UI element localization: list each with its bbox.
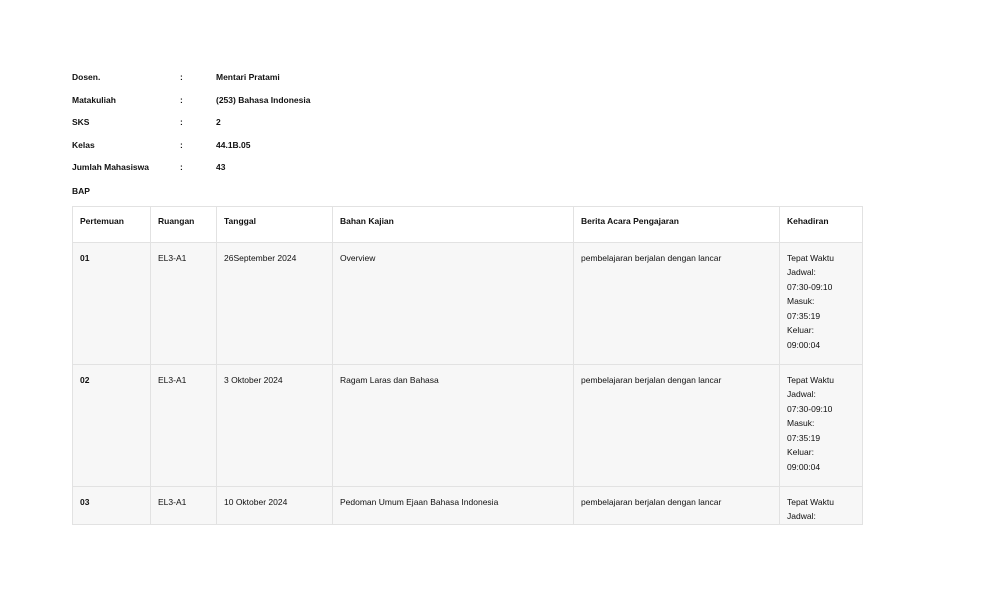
- cell-berita-acara: pembelajaran berjalan dengan lancar: [574, 242, 780, 364]
- kehadiran-keluar-value: 09:00:04: [787, 461, 821, 472]
- info-colon: :: [180, 72, 183, 82]
- info-colon: :: [180, 139, 183, 150]
- bap-label: BAP: [72, 186, 90, 196]
- kehadiran-jadwal-value: 07:30-09:10: [787, 281, 833, 292]
- cell-ruangan: EL3-A1: [151, 364, 217, 486]
- kehadiran-masuk-value: 07:35:19: [787, 432, 821, 443]
- info-value: Mentari Pratami: [216, 72, 280, 82]
- kehadiran-status: Tepat Waktu: [787, 496, 834, 507]
- cell-bahan-kajian: Ragam Laras dan Bahasa: [333, 364, 574, 486]
- info-label: Matakuliah: [72, 94, 116, 105]
- header-ruangan: Ruangan: [151, 207, 217, 243]
- info-colon: :: [180, 117, 183, 127]
- info-label: Jumlah Mahasiswa: [72, 162, 150, 172]
- info-colon: :: [180, 162, 183, 172]
- cell-kehadiran: [780, 364, 863, 486]
- header-bahan-kajian: Bahan Kajian: [333, 207, 574, 243]
- info-value: 43: [216, 162, 226, 172]
- cell-ruangan: EL3-A1: [151, 242, 217, 364]
- header-kehadiran: Kehadiran: [780, 207, 863, 243]
- kehadiran-jadwal-label: Jadwal:: [787, 389, 816, 399]
- cell-ruangan: EL3-A1: [151, 486, 217, 524]
- info-label: SKS: [72, 117, 90, 127]
- header-tanggal: Tanggal: [217, 207, 333, 243]
- cell-kehadiran: [780, 242, 863, 364]
- cell-pertemuan: 03: [73, 486, 151, 524]
- info-value: 2: [216, 117, 221, 127]
- cell-tanggal: 26September 2024: [217, 242, 333, 364]
- cell-kehadiran: [780, 486, 863, 524]
- cell-berita-acara: pembelajaran berjalan dengan lancar: [574, 486, 780, 524]
- table-header-row: [73, 207, 863, 243]
- info-label: Kelas: [72, 139, 95, 150]
- info-label: Dosen.: [72, 72, 101, 82]
- header-berita-acara: Berita Acara Pengajaran: [574, 207, 780, 243]
- bap-table: [72, 206, 863, 525]
- table-row: [73, 486, 863, 524]
- kehadiran-masuk-value: 07:35:19: [787, 310, 821, 321]
- kehadiran-status: Tepat Waktu: [787, 252, 834, 263]
- cell-tanggal: 10 Oktober 2024: [217, 486, 333, 524]
- kehadiran-masuk-label: Masuk:: [787, 296, 815, 306]
- cell-pertemuan: 01: [73, 242, 151, 364]
- kehadiran-jadwal-value: 07:30-09:10: [787, 403, 833, 414]
- kehadiran-status: Tepat Waktu: [787, 374, 834, 385]
- kehadiran-keluar-value: 09:00:04: [787, 339, 821, 350]
- kehadiran-jadwal-label: Jadwal:: [787, 267, 816, 277]
- cell-berita-acara: pembelajaran berjalan dengan lancar: [574, 364, 780, 486]
- info-colon: :: [180, 94, 183, 105]
- cell-tanggal: 3 Oktober 2024: [217, 364, 333, 486]
- cell-bahan-kajian: Pedoman Umum Ejaan Bahasa Indonesia: [333, 486, 574, 524]
- kehadiran-masuk-label: Masuk:: [787, 418, 815, 428]
- table-row: [73, 364, 863, 486]
- info-value: 44.1B.05: [216, 139, 251, 150]
- cell-bahan-kajian: Overview: [333, 242, 574, 364]
- kehadiran-keluar-label: Keluar:: [787, 325, 814, 335]
- header-pertemuan: Pertemuan: [73, 207, 151, 243]
- info-value: (253) Bahasa Indonesia: [216, 94, 311, 105]
- kehadiran-jadwal-label: Jadwal:: [787, 511, 816, 521]
- table-row: [73, 242, 863, 364]
- cell-pertemuan: 02: [73, 364, 151, 486]
- kehadiran-keluar-label: Keluar:: [787, 447, 814, 457]
